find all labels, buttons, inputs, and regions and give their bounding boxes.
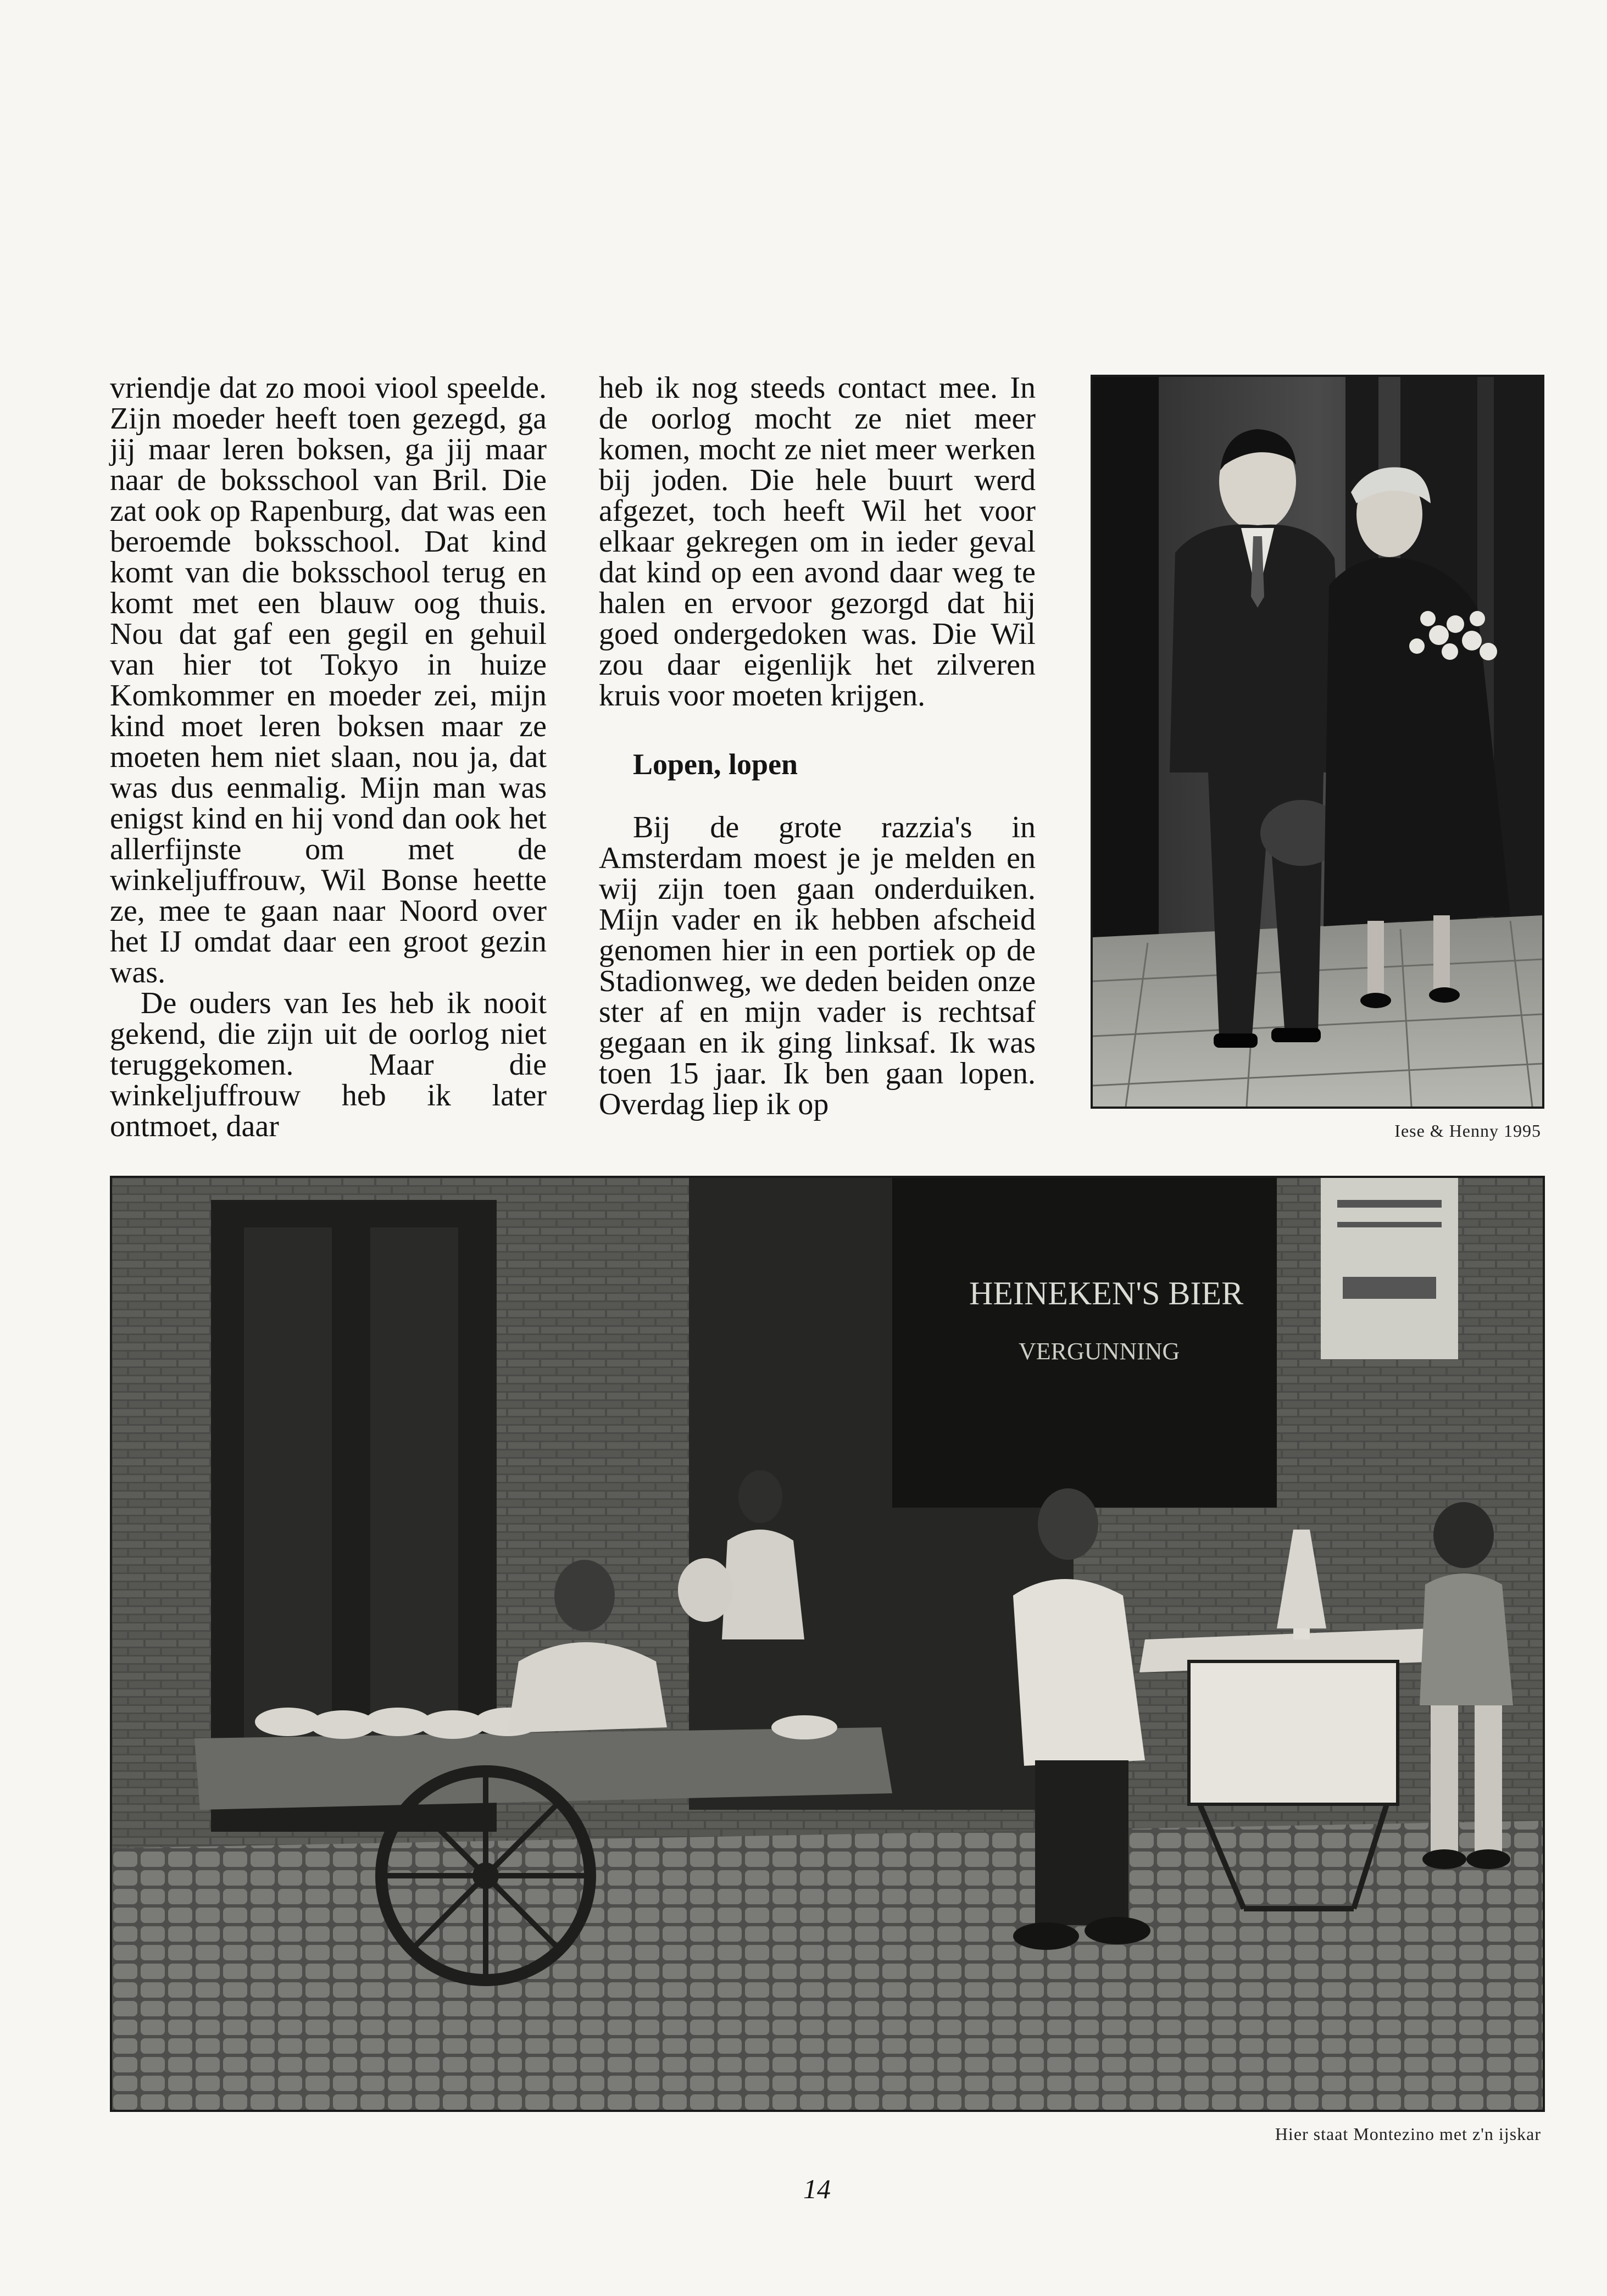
photo-couple [1091,375,1544,1109]
paragraph: heb ik nog steeds contact mee. In de oorlog mocht ze niet meer komen, mocht ze niet meer werken bij joden. Die hele buurt werd afgezet, toch heeft Wil het voor elkaar gekregen om in ieder geval dat kind op een avond daar weg te halen en ervoor gezorgd dat hij goed ondergedoken was. Die Wil zou daar eigenlijk het zilveren kruis voor moeten krijgen. [599,371,1036,713]
photo-street-ice-cart [110,1176,1545,2112]
paragraph: vriendje dat zo mooi viool speelde. Zijn moeder heeft toen gezegd, ga jij maar leren boksen, ga jij maar naar de boksschool van Bril. Die zat ook op Rapenburg, dat was een beroemde boksschool. Dat kind komt van die boksschool terug en komt met een blauw oog thuis. Nou dat gaf een gegil en gehuil van hier tot Tokyo in huize Komkommer en moeder zei, mijn kind moet leren boksen maar ze moeten hem niet slaan, nou ja, dat was dus eenmalig. Mijn man was enigst kind en hij vond dan ook het allerfijnste om met de winkeljuffrouw, Wil Bonse heette ze, mee te gaan naar Noord over het IJ omdat daar een groot gezin was. [110,371,547,989]
page-number: 14 [803,2173,831,2204]
text-column-left [110,373,547,1142]
photo-couple-illustration [1093,377,1542,1107]
sign-heineken: HEINEKEN'S BIER [969,1275,1244,1311]
photo-caption-top: Iese & Henny 1995 [1394,1121,1541,1141]
sign-vergunning: VERGUNNING [1019,1338,1180,1365]
photo-caption-bottom: Hier staat Montezino met z'n ijskar [1275,2124,1541,2144]
paragraph: De ouders van Ies heb ik nooit gekend, die zijn uit de oorlog niet teruggekomen. Maar die winkeljuffrouw heb ik later ontmoet, daar [110,986,547,1143]
photo-street-illustration [112,1178,1543,2110]
text-column-middle [599,373,1036,1120]
paragraph: Bij de grote razzia's in Amsterdam moest je je melden en wij zijn toen gaan onderduiken. Mijn vader en ik hebben afscheid genomen hier in een portiek op de Stadionweg, we deden beiden onze ster af en mijn vader is rechtsaf gegaan en ik ging linksaf. Ik was toen 15 jaar. Ik ben gaan lopen. Overdag liep ik op [599,810,1036,1121]
section-heading: Lopen, lopen [633,748,798,781]
